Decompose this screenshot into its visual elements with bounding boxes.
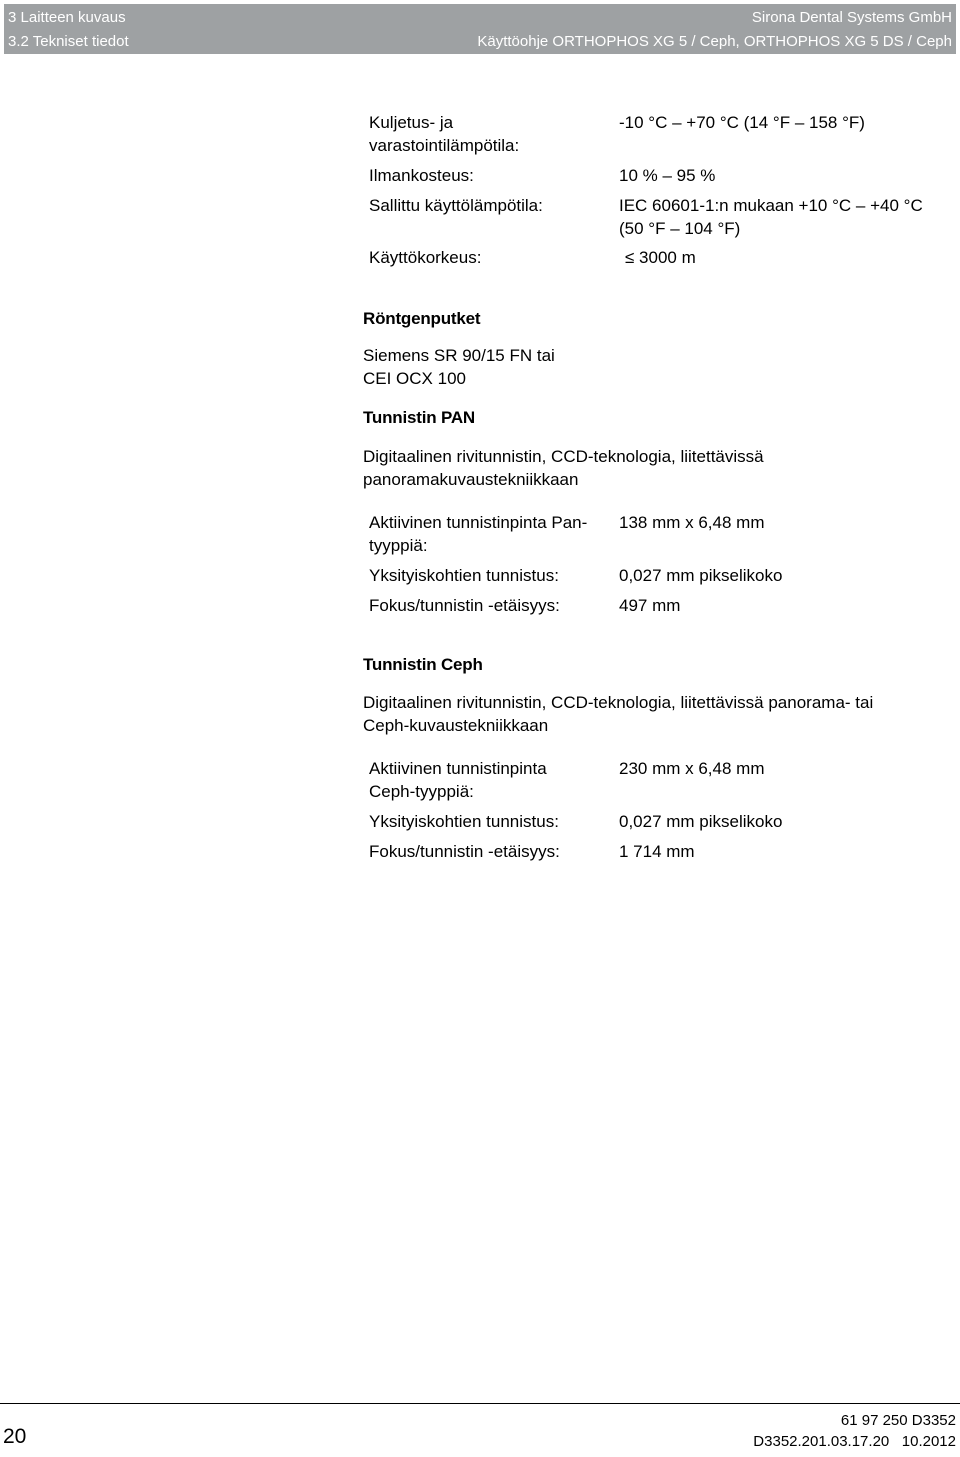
env-label-operating-temp: Sallittu käyttölämpötila: [369, 196, 543, 215]
manual-title: Käyttöohje ORTHOPHOS XG 5 / Ceph, ORTHOPHOS XG 5 DS / Ceph [477, 33, 952, 50]
ceph-spec-label-area-2: Ceph-tyyppiä: [369, 782, 474, 801]
pan-description-1: Digitaalinen rivitunnistin, CCD-teknologia, liitettävissä [363, 447, 764, 466]
tube-heading: Röntgenputket [363, 309, 481, 328]
env-label-altitude: Käyttökorkeus: [369, 248, 482, 267]
pan-spec-label-area-1: Aktiivinen tunnistinpinta Pan- [369, 513, 588, 532]
env-value-operating-temp-2: (50 °F – 104 °F) [619, 219, 741, 238]
section-title: 3.2 Tekniset tiedot [8, 33, 129, 50]
pan-spec-label-distance: Fokus/tunnistin -etäisyys: [369, 596, 560, 615]
pan-description-2: panoramakuvaustekniikkaan [363, 470, 579, 489]
page-number: 20 [3, 1425, 27, 1448]
ceph-spec-label-resolution: Yksityiskohtien tunnistus: [369, 812, 559, 831]
ceph-spec-label-area-1: Aktiivinen tunnistinpinta [369, 759, 547, 778]
pan-spec-value-area: 138 mm x 6,48 mm [619, 513, 765, 532]
env-value-operating-temp-1: IEC 60601-1:n mukaan +10 °C – +40 °C [619, 196, 923, 215]
env-value-transport: -10 °C – +70 °C (14 °F – 158 °F) [619, 113, 865, 132]
ceph-description-2: Ceph-kuvaustekniikkaan [363, 716, 549, 735]
pan-spec-label-resolution: Yksityiskohtien tunnistus: [369, 566, 559, 585]
doc-code-date [753, 1433, 956, 1450]
company-name: Sirona Dental Systems GmbH [751, 9, 952, 26]
ceph-heading: Tunnistin Ceph [363, 655, 483, 674]
env-value-altitude: ≤ 3000 m [625, 248, 696, 267]
pan-spec-value-distance: 497 mm [619, 596, 681, 615]
ceph-description-1: Digitaalinen rivitunnistin, CCD-teknologia, liitettävissä panorama- tai [363, 693, 874, 712]
tube-line-2: CEI OCX 100 [363, 369, 466, 388]
pan-spec-value-resolution: 0,027 mm pikselikoko [619, 566, 783, 585]
chapter-title: 3 Laitteen kuvaus [8, 9, 126, 26]
pan-spec-label-area-2: tyyppiä: [369, 536, 428, 555]
footer-divider [0, 1403, 960, 1404]
env-value-humidity: 10 % – 95 % [619, 166, 716, 185]
page-header [4, 4, 956, 54]
doc-date: 10.2012 [901, 1433, 956, 1450]
ceph-spec-label-distance: Fokus/tunnistin -etäisyys: [369, 842, 560, 861]
pan-heading: Tunnistin PAN [363, 408, 475, 427]
env-label-transport-2: varastointilämpötila: [369, 136, 520, 155]
env-label-transport-1: Kuljetus- ja [369, 113, 454, 132]
tube-line-1: Siemens SR 90/15 FN tai [363, 346, 555, 365]
ceph-spec-value-area: 230 mm x 6,48 mm [619, 759, 765, 778]
ceph-spec-value-resolution: 0,027 mm pikselikoko [619, 812, 783, 831]
doc-code: D3352.201.03.17.20 [753, 1433, 890, 1450]
order-number: 61 97 250 D3352 [840, 1412, 956, 1429]
ceph-spec-value-distance: 1 714 mm [619, 842, 695, 861]
env-label-humidity: Ilmankosteus: [369, 166, 474, 185]
